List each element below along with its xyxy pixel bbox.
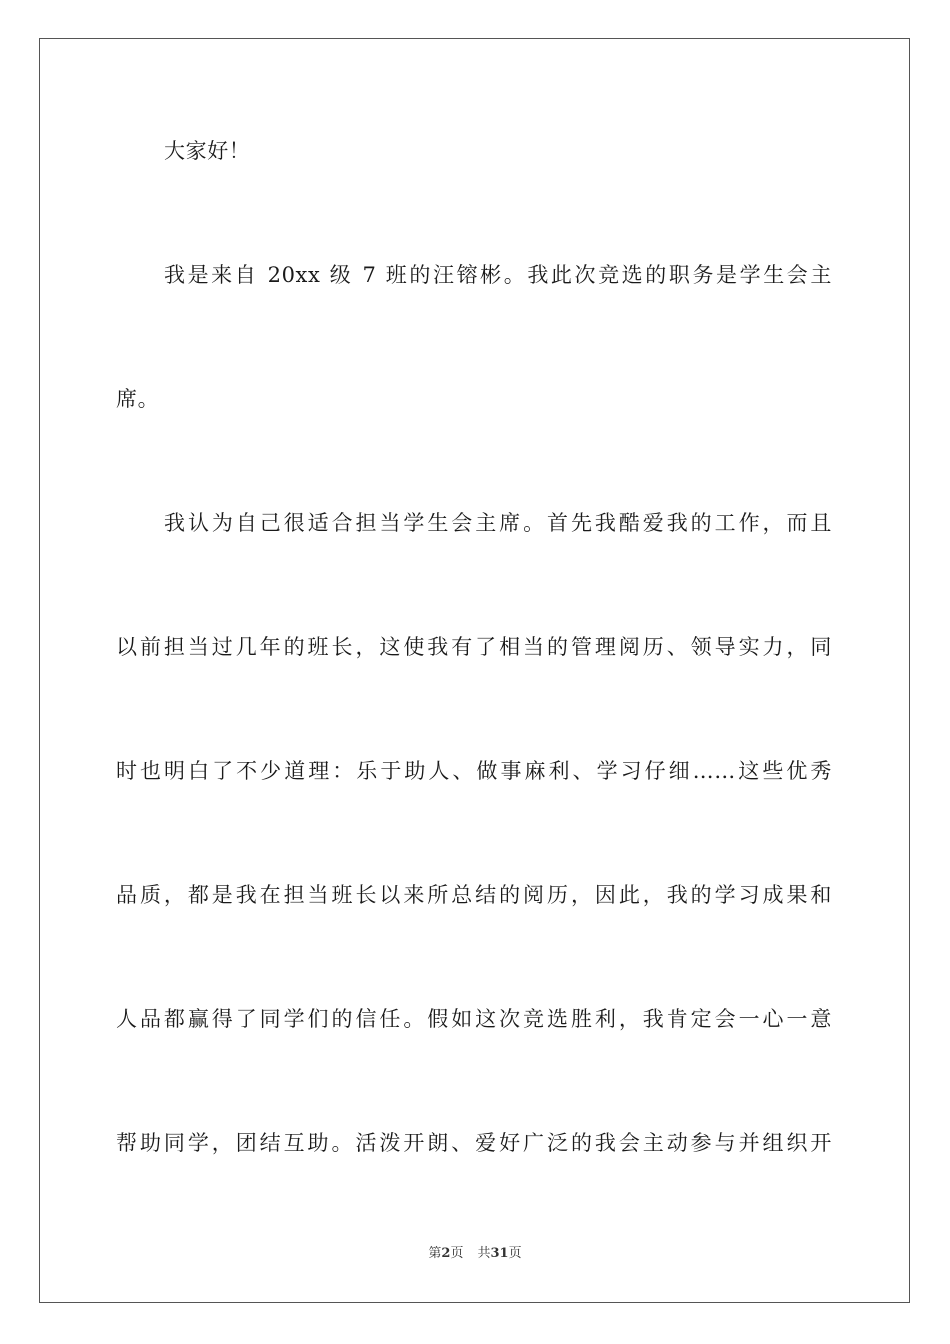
page-frame [39, 38, 910, 1303]
paragraph-line: 帮助同学，团结互助。活泼开朗、爱好广泛的我会主动参与并组织开 [116, 1131, 832, 1155]
total-suffix: 页 [508, 1246, 522, 1261]
greeting-line: 大家好！ [164, 139, 251, 163]
paragraph-line: 席。 [116, 387, 160, 411]
paragraph-line: 我认为自己很适合担当学生会主席。首先我酷爱我的工作，而且 [164, 511, 832, 535]
total-prefix: 共 [477, 1246, 491, 1261]
total-pages: 31 [490, 1246, 509, 1261]
paragraph-line: 时也明白了不少道理：乐于助人、做事麻利、学习仔细……这些优秀 [116, 759, 832, 783]
paragraph-line: 人品都赢得了同学们的信任。假如这次竞选胜利，我肯定会一心一意 [116, 1007, 832, 1031]
page-number: 2 [441, 1246, 451, 1261]
page-prefix: 第 [428, 1246, 442, 1261]
page-suffix: 页 [450, 1246, 464, 1261]
paragraph-line: 我是来自 20xx 级 7 班的汪镕彬。我此次竞选的职务是学生会主 [164, 263, 832, 287]
paragraph-line: 品质，都是我在担当班长以来所总结的阅历，因此，我的学习成果和 [116, 883, 832, 907]
page-footer [0, 1245, 950, 1263]
paragraph-line: 以前担当过几年的班长，这使我有了相当的管理阅历、领导实力，同 [116, 635, 832, 659]
